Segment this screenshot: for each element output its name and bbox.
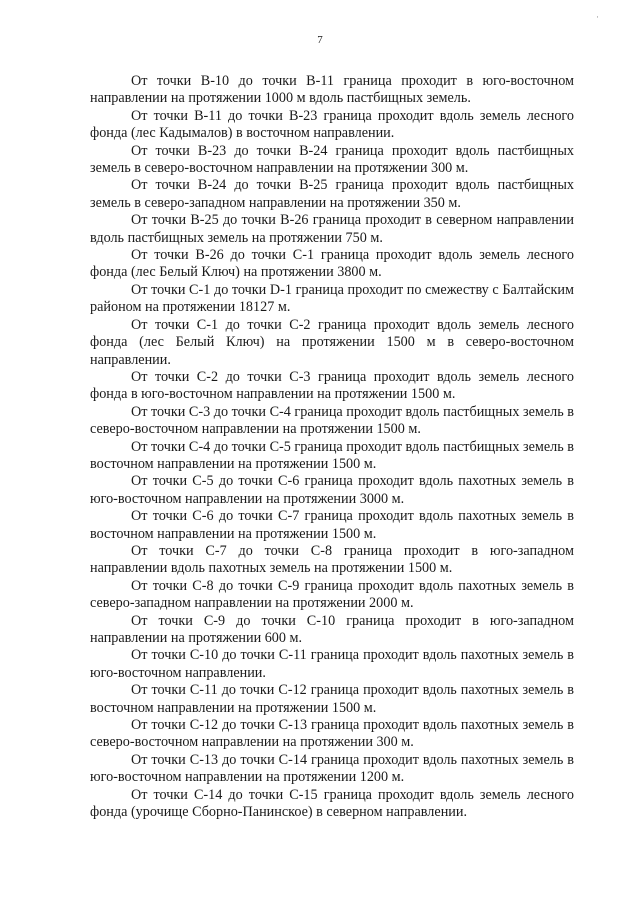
paragraph-c9-c10: От точки С-9 до точки С-10 граница проходит в юго-западном направлении на протяжении 600 м. bbox=[90, 612, 574, 646]
page-number: 7 bbox=[317, 34, 323, 46]
paragraph-c6-c7: От точки С-6 до точки С-7 граница проходит вдоль пахотных земель в восточном направлении на протяжении 1500 м. bbox=[90, 508, 574, 542]
paragraph-c1-d1: От точки С-1 до точки D-1 граница проходит по смежеству с Балтайским районом на протяжении 18127 м. bbox=[90, 281, 574, 316]
paragraph-c14-c15: От точки С-14 до точки С-15 граница проходит вдоль земель лесного фонда (урочище Сборно-Панинское) в северном направлении. bbox=[90, 786, 574, 821]
corner-mark: · bbox=[596, 12, 599, 22]
paragraph-b10-b11: От точки В-10 до точки В-11 граница проходит в юго-восточном направлении на протяжении 1000 м вдоль пастбищных земель. bbox=[90, 73, 574, 107]
paragraph-c8-c9: От точки С-8 до точки С-9 граница проходит вдоль пахотных земель в северо-западном направлении на протяжении 2000 м. bbox=[90, 577, 574, 612]
paragraph-c7-c8: От точки С-7 до точки С-8 граница проходит в юго-западном направлении вдоль пахотных земель на протяжении 1500 м. bbox=[90, 542, 574, 577]
paragraph-c4-c5: От точки С-4 до точки С-5 граница проходит вдоль пастбищных земель в восточном направлении на протяжении 1500 м. bbox=[90, 438, 574, 472]
paragraph-c13-c14: От точки С-13 до точки С-14 граница проходит вдоль пахотных земель в юго-восточном направлении на протяжении 1200 м. bbox=[90, 751, 574, 786]
paragraph-c2-c3: От точки С-2 до точки С-3 граница проходит вдоль земель лесного фонда в юго-восточном направлении на протяжении 1500 м. bbox=[90, 368, 574, 403]
document-body bbox=[90, 73, 574, 821]
paragraph-b25-b26: От точки В-25 до точки В-26 граница проходит в северном направлении вдоль пастбищных земель на протяжении 750 м. bbox=[90, 212, 574, 246]
paragraph-b24-b25: От точки В-24 до точки В-25 граница проходит вдоль пастбищных земель в северо-западном направлении на протяжении 350 м. bbox=[90, 177, 574, 211]
paragraph-b26-c1: От точки В-26 до точки С-1 граница проходит вдоль земель лесного фонда (лес Белый Ключ) на протяжении 3800 м. bbox=[90, 247, 574, 281]
paragraph-c12-c13: От точки С-12 до точки С-13 граница проходит вдоль пахотных земель в северо-восточном направлении на протяжении 300 м. bbox=[90, 717, 574, 751]
paragraph-c1-c2: От точки С-1 до точки С-2 граница проходит вдоль земель лесного фонда (лес Белый Ключ) на протяжении 1500 м в северо-восточном направлении. bbox=[90, 316, 574, 368]
paragraph-c11-c12: От точки С-11 до точки С-12 граница проходит вдоль пахотных земель в восточном направлении на протяжении 1500 м. bbox=[90, 682, 574, 716]
paragraph-c5-c6: От точки С-5 до точки С-6 граница проходит вдоль пахотных земель в юго-восточном направлении на протяжении 3000 м. bbox=[90, 473, 574, 507]
paragraph-c3-c4: От точки С-3 до точки С-4 граница проходит вдоль пастбищных земель в северо-восточном направлении на протяжении 1500 м. bbox=[90, 403, 574, 438]
paragraph-c10-c11: От точки С-10 до точки С-11 граница проходит вдоль пахотных земель в юго-восточном направлении. bbox=[90, 647, 574, 681]
paragraph-b23-b24: От точки В-23 до точки В-24 граница проходит вдоль пастбищных земель в северо-восточном направлении на протяжении 300 м. bbox=[90, 142, 574, 177]
paragraph-b11-b23: От точки В-11 до точки В-23 граница проходит вдоль земель лесного фонда (лес Кадымалов) в восточном направлении. bbox=[90, 107, 574, 142]
